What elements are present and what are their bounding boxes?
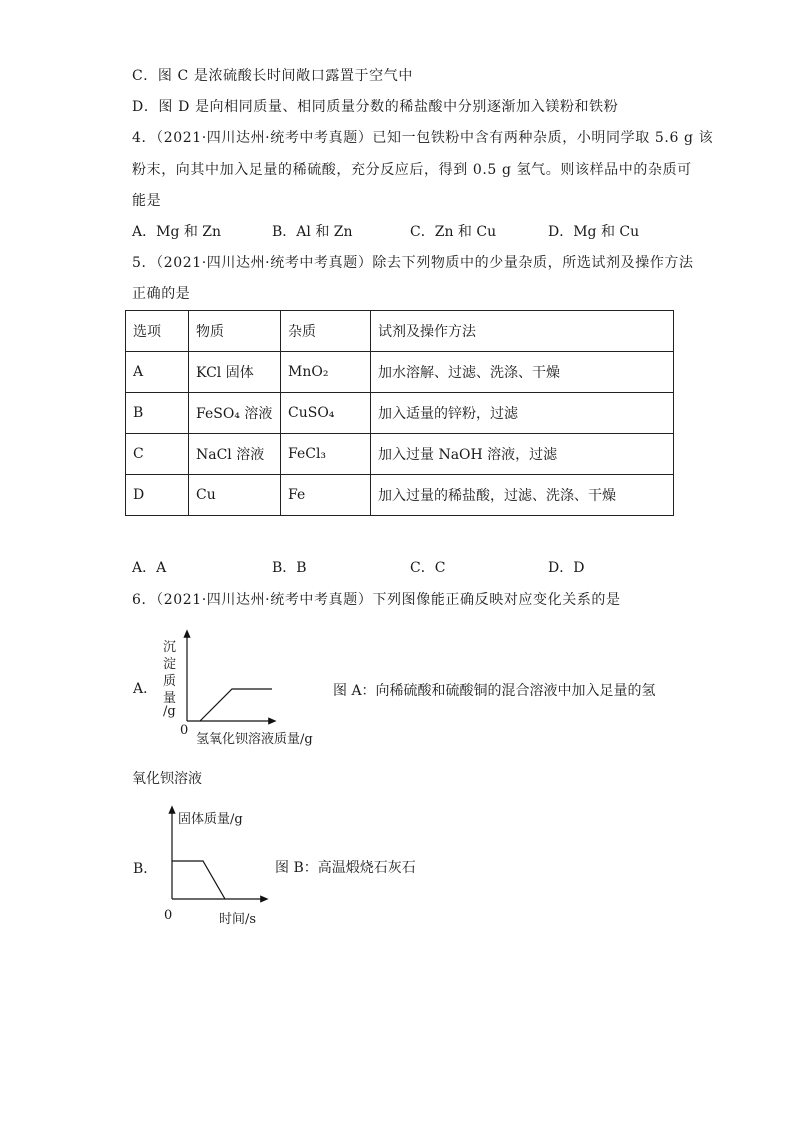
table-cell: FeSO₄ 溶液 — [189, 393, 281, 434]
q5-option-b: B．B — [272, 560, 307, 576]
table-cell: NaCl 溶液 — [189, 434, 281, 475]
q3-option-c: C．图 C 是浓硫酸长时间敞口露置于空气中 — [132, 68, 413, 84]
q3-option-d: D．图 D 是向相同质量、相同质量分数的稀盐酸中分别逐渐加入镁粉和铁粉 — [132, 99, 619, 115]
q5-option-c: C．C — [410, 560, 446, 576]
graph-b-y-axis-label: 固体质量/g — [178, 812, 243, 827]
q5-stem-line-2: 正确的是 — [132, 286, 191, 302]
graph-a-plot — [180, 625, 280, 725]
table-cell: MnO₂ — [281, 352, 371, 393]
graph-b-caption: 图 B：高温煅烧石灰石 — [275, 860, 416, 876]
table-cell: FeCl₃ — [281, 434, 371, 475]
table-cell: 加入过量的稀盐酸，过滤、洗涤、干燥 — [371, 475, 674, 516]
table-header-cell: 物质 — [189, 311, 281, 352]
graph-a-caption: 图 A：向稀硫酸和硫酸铜的混合溶液中加入足量的氢 — [333, 683, 656, 699]
q4-option-b: B．Al 和 Zn — [272, 224, 353, 240]
graph-a-y-axis-label-char: 量 — [163, 691, 177, 706]
q5-table — [125, 310, 674, 516]
table-cell: CuSO₄ — [281, 393, 371, 434]
graph-a-origin: 0 — [180, 723, 189, 738]
graph-b-curve — [172, 861, 225, 899]
table-header-row — [126, 311, 674, 352]
graph-b-option-label: B． — [133, 861, 158, 877]
table-row — [126, 475, 674, 516]
table-header-cell: 选项 — [126, 311, 189, 352]
graph-a-y-axis-label-char: 沉 — [163, 640, 177, 655]
q5-option-a: A．A — [132, 560, 167, 576]
graph-b-origin: 0 — [164, 908, 173, 923]
graph-a-y-axis-label-char: /g — [163, 704, 176, 719]
table-row — [126, 352, 674, 393]
graph-a-caption-continued: 氧化钡溶液 — [132, 771, 202, 787]
q4-stem-line-2: 粉末，向其中加入足量的稀硫酸，充分反应后，得到 0.5 g 氢气。则该样品中的杂质可 — [132, 162, 692, 178]
table-cell: D — [126, 475, 189, 516]
q4-option-d: D．Mg 和 Cu — [548, 224, 640, 240]
graph-a-option-label: A． — [133, 681, 158, 697]
table-cell: 加入适量的锌粉，过滤 — [371, 393, 674, 434]
q5-stem-line-1: 5．（2021·四川达州·统考中考真题）除去下列物质中的少量杂质，所选试剂及操作方法 — [132, 255, 694, 271]
table-cell: Fe — [281, 475, 371, 516]
table-cell: C — [126, 434, 189, 475]
q4-stem-line-1: 4．（2021·四川达州·统考中考真题）已知一包铁粉中含有两种杂质，小明同学取 5.6 g 该 — [132, 130, 714, 146]
table-cell: KCl 固体 — [189, 352, 281, 393]
table-cell: B — [126, 393, 189, 434]
q4-option-a: A．Mg 和 Zn — [132, 224, 222, 240]
graph-a-curve — [200, 689, 272, 721]
graph-a-x-axis-label: 氢氧化钡溶液质量/g — [196, 732, 313, 747]
table-cell: 加水溶解、过滤、洗涤、干燥 — [371, 352, 674, 393]
graph-b-x-axis-label: 时间/s — [219, 912, 257, 927]
graph-b-plot — [165, 803, 275, 903]
table-row — [126, 393, 674, 434]
q6-stem: 6．（2021·四川达州·统考中考真题）下列图像能正确反映对应变化关系的是 — [132, 592, 621, 608]
table-cell: 加入过量 NaOH 溶液，过滤 — [371, 434, 674, 475]
q4-stem-line-3: 能是 — [132, 193, 162, 209]
table-header-cell: 试剂及操作方法 — [371, 311, 674, 352]
table-cell: Cu — [189, 475, 281, 516]
graph-a-y-axis-label-char: 质 — [163, 674, 177, 689]
table-header-cell: 杂质 — [281, 311, 371, 352]
q4-option-c: C．Zn 和 Cu — [410, 224, 497, 240]
graph-a-y-axis-label-char: 淀 — [163, 657, 177, 672]
q5-option-d: D．D — [548, 560, 585, 576]
table-cell: A — [126, 352, 189, 393]
table-row — [126, 434, 674, 475]
